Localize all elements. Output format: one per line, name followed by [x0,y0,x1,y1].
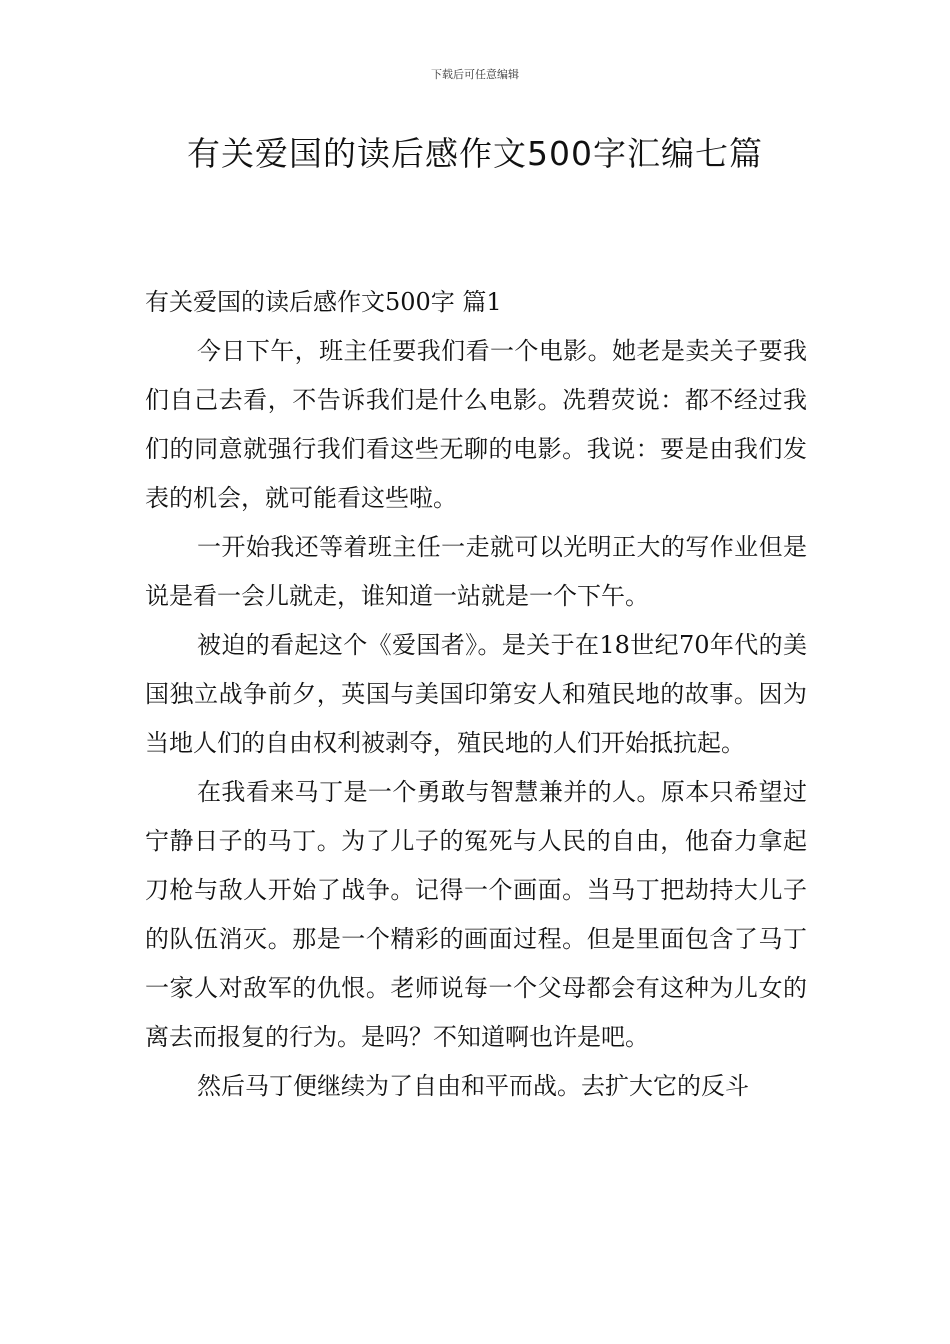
paragraph: 今日下午，班主任要我们看一个电影。她老是卖关子要我们自己去看，不告诉我们是什么电影。冼碧荧说：都不经过我们的同意就强行我们看这些无聊的电影。我说：要是由我们发表的机会，就可能看这些啦。 [145,337,807,512]
paragraph: 一开始我还等着班主任一走就可以光明正大的写作业但是说是看一会儿就走，谁知道一站就是一个下午。 [145,533,807,610]
paragraph: 在我看来马丁是一个勇敢与智慧兼并的人。原本只希望过宁静日子的马丁。为了儿子的冤死与人民的自由，他奋力拿起刀枪与敌人开始了战争。记得一个画面。当马丁把劫持大儿子的队伍消灭。那是一个精彩的画面过程。但是里面包含了马丁一家人对敌军的仇恨。老师说每一个父母都会有这种为儿女的离去而报复的行为。是吗？不知道啊也许是吧。 [145,778,807,1051]
document-title: 有关爱国的读后感作文500字汇编七篇 [187,134,763,173]
paragraph: 被迫的看起这个《爱国者》。是关于在18世纪70年代的美国独立战争前夕，英国与美国印第安人和殖民地的故事。因为当地人们的自由权利被剥夺，殖民地的人们开始抵抗起。 [145,631,807,757]
header-note: 下载后可任意编辑 [431,68,519,81]
section-heading: 有关爱国的读后感作文500字 篇1 [145,288,502,316]
document-body [145,278,807,1111]
paragraph: 然后马丁便继续为了自由和平而战。去扩大它的反斗 [197,1072,749,1100]
